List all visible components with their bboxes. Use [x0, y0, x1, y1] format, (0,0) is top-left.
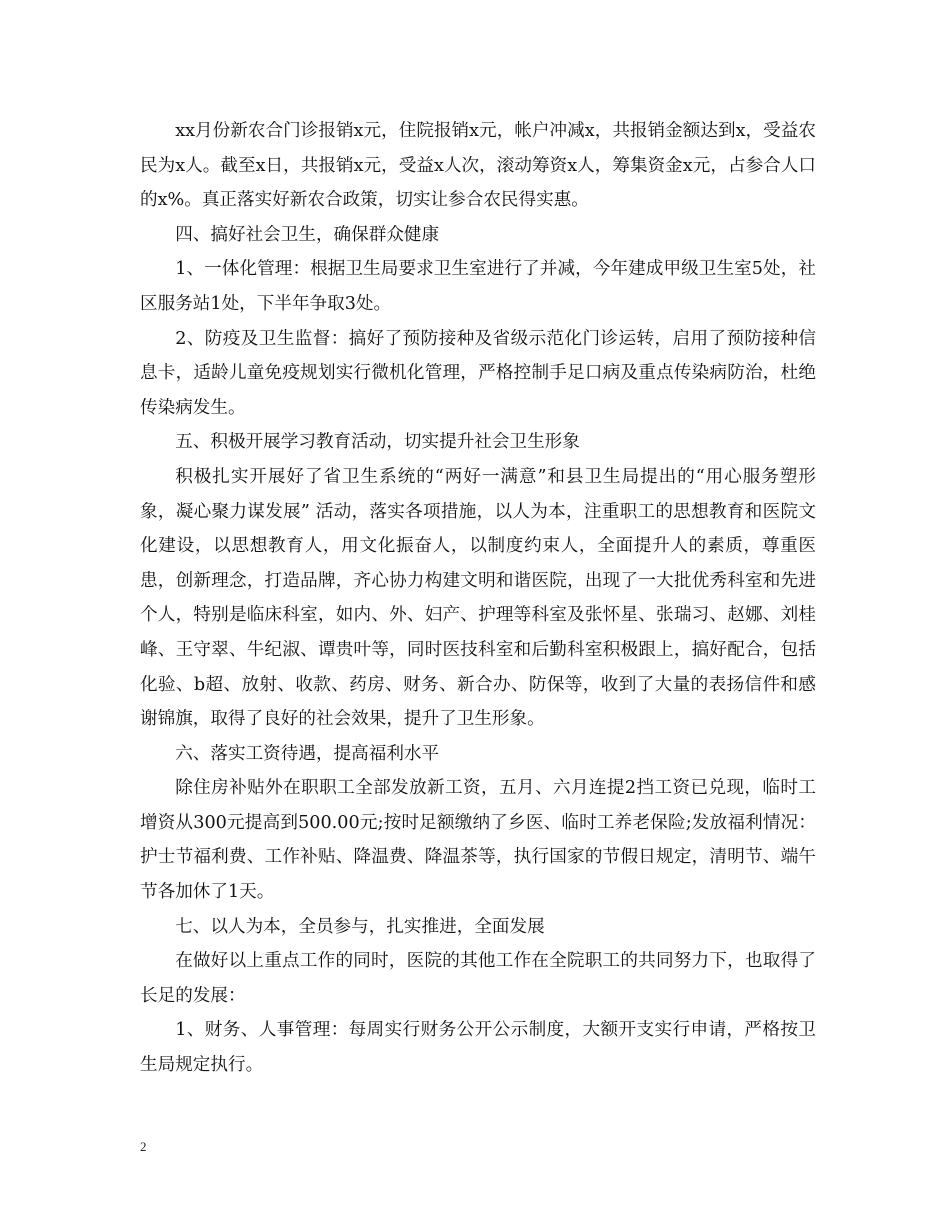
paragraph-learning-education: 积极扎实开展好了省卫生系统的“两好一满意”和县卫生局提出的“用心服务塑形象，凝心聚力谋发展” 活动，落实各项措施，以人为本，注重职工的思想教育和医院文化建设，以思想教育人，用文化振奋人，以制度约束人，全面提升人的素质，尊重医患，创新理念，打造品牌，齐心协力构建文明和谐医院，出现了一大批优秀科室和先进个人，特别是临床科室，如内、外、妇产、护理等科室及张怀星、张瑞习、赵娜、刘桂峰、王守翠、牛纪淑、谭贵叶等，同时医技科室和后勤科室积极跟上，搞好配合，包括化验、b超、放射、收款、药房、财务、新合办、防保等，收到了大量的表扬信件和感谢锦旗，取得了良好的社会效果，提升了卫生形象。 [140, 466, 816, 730]
paragraph-wages-welfare: 除住房补贴外在职职工全部发放新工资，五月、六月连提2挡工资已兑现，临时工增资从300元提高到500.00元;按时足额缴纳了乡医、临时工养老保险;发放福利情况：护士节福利费、工作补贴、降温费、降温茶等，执行国家的节假日规定，清明节、端午节各加休了1天。 [140, 778, 816, 903]
page-number: 2 [140, 1139, 147, 1154]
heading-wages-welfare: 六、落实工资待遇，提高福利水平 [175, 743, 440, 764]
heading-social-health: 四、搞好社会卫生，确保群众健康 [175, 224, 440, 245]
heading-learning-education: 五、积极开展学习教育活动，切实提升社会卫生形象 [175, 432, 580, 453]
paragraph-epidemic-prevention: 2、防疫及卫生监督：搞好了预防接种及省级示范化门诊运转，启用了预防接种信息卡，适龄儿童免疫规划实行微机化管理，严格控制手足口病及重点传染病防治，杜绝传染病发生。 [140, 328, 816, 418]
document-body [140, 114, 816, 1083]
paragraph-finance-personnel: 1、财务、人事管理：每周实行财务公开公示制度，大额开支实行申请，严格按卫生局规定执行。 [140, 1020, 816, 1076]
paragraph-nhc-reimbursement: xx月份新农合门诊报销x元，住院报销x元，帐户冲减x，共报销金额达到x，受益农民为x人。截至x日，共报销x元，受益x人次，滚动筹资x人，筹集资金x元，占参合人口的x%。真正落实好新农合政策，切实让参合农民得实惠。 [140, 121, 816, 211]
paragraph-other-work: 在做好以上重点工作的同时，医院的其他工作在全院职工的共同努力下，也取得了长足的发展： [140, 951, 816, 1006]
heading-people-oriented: 七、以人为本，全员参与，扎实推进，全面发展 [175, 916, 545, 937]
paragraph-integrated-management: 1、一体化管理：根据卫生局要求卫生室进行了并减，今年建成甲级卫生室5处，社区服务站1处，下半年争取3处。 [140, 259, 816, 314]
